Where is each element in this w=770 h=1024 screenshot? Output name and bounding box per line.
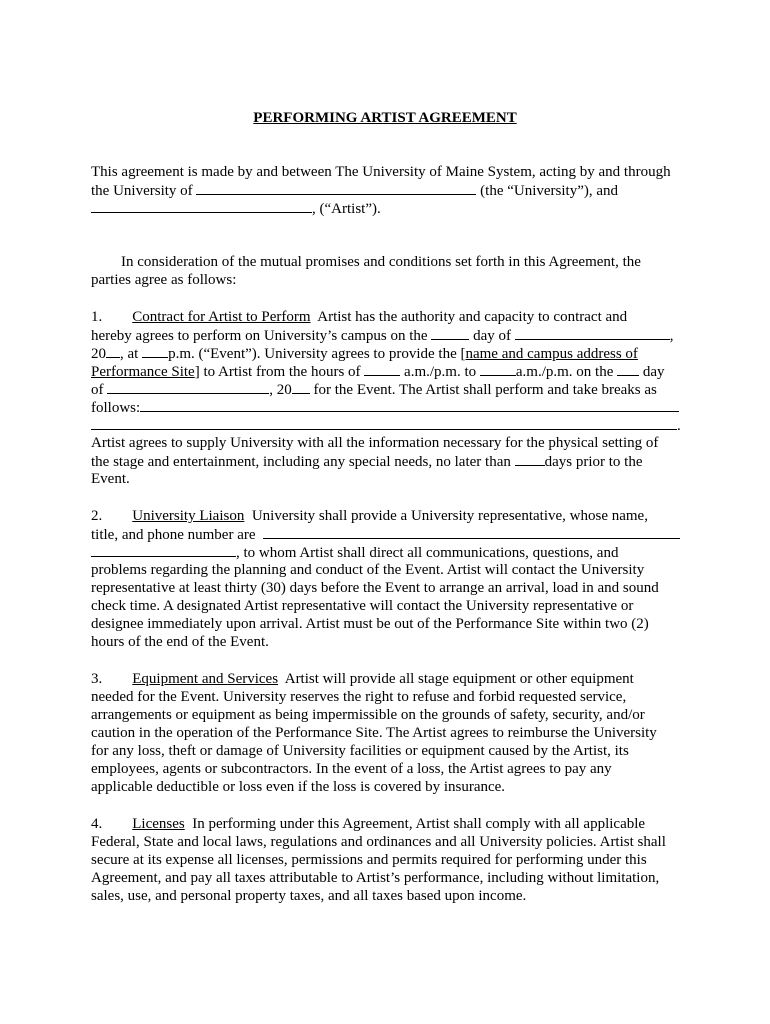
text: , (“Artist”). [312,201,381,217]
text: , 20 [269,382,292,398]
text: . [677,418,681,434]
section-3-line: needed for the Event. University reserves the right to refuse and forbid requested service, [91,689,627,705]
section-4-line: secure at its expense all licenses, permissions and permits required for performing under this [91,852,647,868]
text: University shall provide a University representative, whose name, [251,508,648,524]
section-heading: Equipment and Services [132,671,279,687]
section-1-line: Artist agrees to supply University with all the information necessary for the physical setting of [91,435,659,451]
text: hereby agrees to perform on University’s campus on the [91,328,428,344]
liaison-field[interactable] [263,525,680,539]
text: ] to Artist from the hours of [194,364,361,380]
month-field[interactable] [107,380,269,394]
section-2-line [91,525,680,543]
intro-line [91,199,381,217]
section-1-line [91,398,679,416]
text: , [669,328,674,344]
schedule-field-continued[interactable] [91,416,677,430]
year-field[interactable] [106,344,120,358]
section-3-line: employees, agents or subcontractors. In the event of a loss, the Artist agrees to pay any [91,761,612,777]
consideration-line: parties agree as follows: [91,272,237,288]
text: a.m./p.m. to [404,364,477,380]
section-heading: Contract for Artist to Perform [132,309,311,325]
section-4-line: Agreement, and pay all taxes attributable to Artist’s performance, including without limitation, [91,870,660,886]
day-number-field[interactable] [431,326,469,340]
time-field[interactable] [142,344,168,358]
start-hour-field[interactable] [364,362,400,376]
text: Artist will provide all stage equipment or other equipment [284,671,634,687]
section-heading: University Liaison [132,508,245,524]
text: the stage and entertainment, including any special needs, no later than [91,454,511,470]
section-number: 2. [91,508,103,524]
text: of [91,382,104,398]
section-4-line: sales, use, and personal property taxes, and all taxes based upon income. [91,888,527,904]
section-heading: Licenses [132,816,185,832]
intro-line: This agreement is made by and between The University of Maine System, acting by and through [91,164,671,180]
section-3-line: caution in the operation of the Performance Site. The Artist agrees to reimburse the University [91,725,657,741]
text: In performing under this Agreement, Artist shall comply with all applicable [192,816,646,832]
section-number: 4. [91,816,103,832]
section-1-line [91,362,665,380]
text: , to whom Artist shall direct all communications, questions, and [236,545,619,561]
section-1-line [91,308,627,326]
section-1-line [91,380,657,398]
section-number: 3. [91,671,103,687]
text: name and campus address of [465,346,638,362]
text: the University of [91,183,193,199]
section-3-line: arrangements or equipment as being impermissible on the grounds of safety, security, and/or [91,707,645,723]
text: days prior to the [544,454,643,470]
text: a.m./p.m. on the [515,364,614,380]
artist-name-field[interactable] [91,199,312,213]
section-1-line [91,326,673,344]
section-2-line: representative at least thirty (30) days before the Event to arrange an arrival, load in and sound [91,580,659,596]
section-3-line: for any loss, theft or damage of University facilities or equipment caused by the Artist, its [91,743,629,759]
day-field[interactable] [617,362,639,376]
text: , at [120,346,139,362]
section-1-line: Event. [91,471,130,487]
section-1-line [91,344,638,362]
days-field[interactable] [515,452,545,466]
text: Performance Site [91,364,195,380]
intro-line [91,181,618,199]
text: 20 [91,346,106,362]
section-3-line: applicable deductible or loss even if the loss is covered by insurance. [91,779,506,795]
end-hour-field[interactable] [480,362,516,376]
text: follows: [91,400,141,416]
section-2-line [91,507,648,525]
text: Artist has the authority and capacity to contract and [317,309,628,325]
text: for the Event. The Artist shall perform and take breaks as [313,382,657,398]
section-2-line [91,543,618,561]
university-name-field[interactable] [196,181,476,195]
document-title: PERFORMING ARTIST AGREEMENT [253,110,517,126]
section-number: 1. [91,309,103,325]
section-2-line: designee immediately upon arrival. Artist must be out of the Performance Site within two (2) [91,616,649,632]
section-1-line [91,416,681,434]
text: day of [473,328,511,344]
text: title, and phone number are [91,527,256,543]
section-2-line: problems regarding the planning and conduct of the Event. Artist will contact the University [91,562,645,578]
consideration-line: In consideration of the mutual promises and conditions set forth in this Agreement, the [121,254,641,270]
text: day [642,364,665,380]
schedule-field[interactable] [140,398,679,412]
section-3-line [91,670,634,688]
section-4-line [91,815,645,833]
section-2-line: check time. A designated Artist representative will contact the University representative or [91,598,634,614]
month-field[interactable] [515,326,670,340]
section-1-line [91,452,643,470]
year-field[interactable] [292,380,310,394]
section-2-line: hours of the end of the Event. [91,634,269,650]
section-4-line: Federal, State and local laws, regulations and ordinances and all University policies. Artist shall [91,834,666,850]
liaison-field-continued[interactable] [91,543,236,557]
text: p.m. (“Event”). University agrees to provide the [ [168,346,466,362]
text: (the “University”), and [480,183,619,199]
